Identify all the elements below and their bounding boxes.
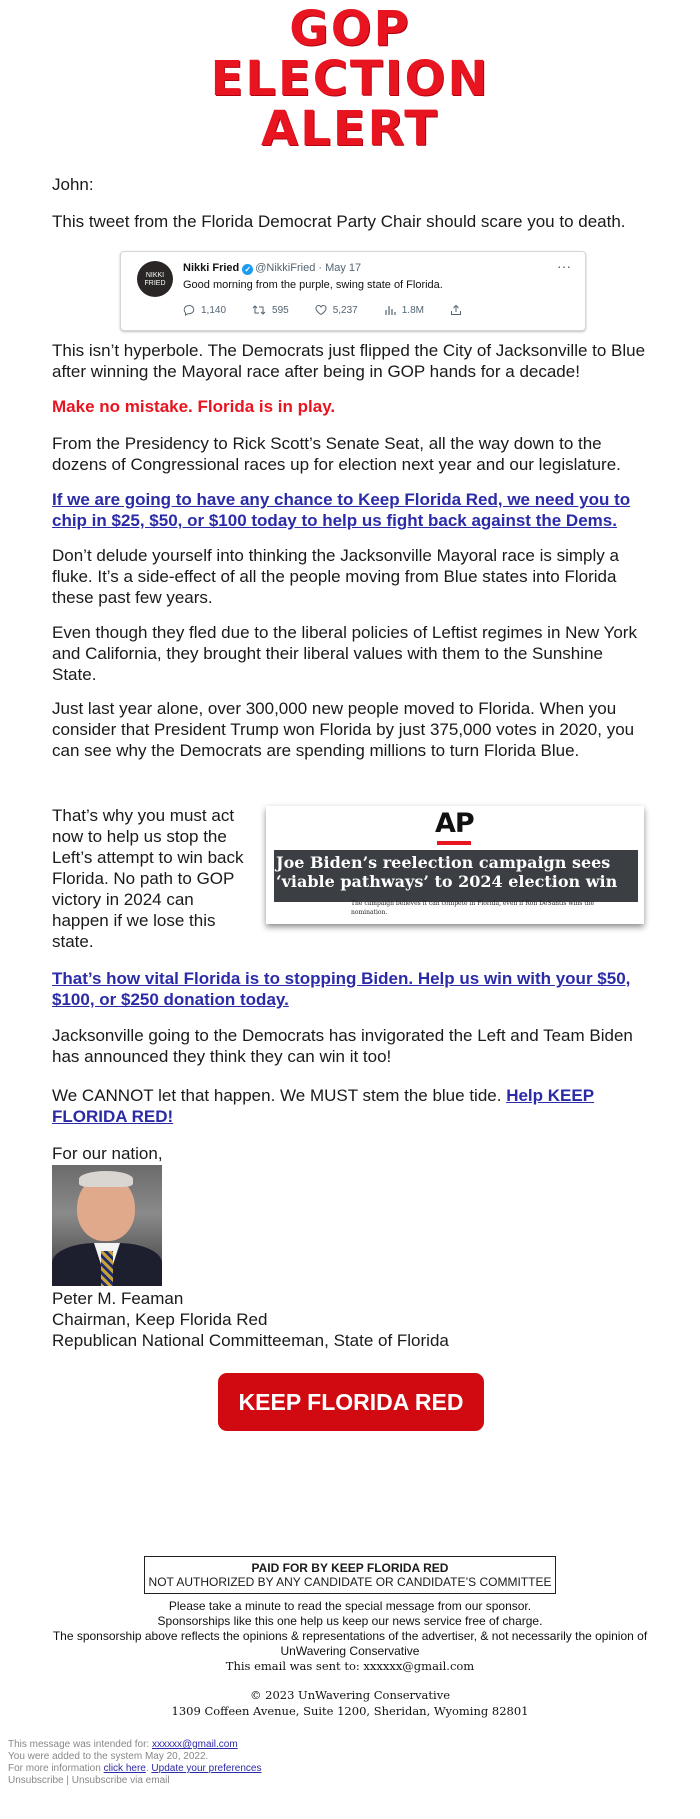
donate-link-2[interactable]: That’s how vital Florida is to stopping Biden. Help us win with your $50, $100, or $250 donation today. bbox=[52, 969, 631, 1009]
retweet-stat[interactable] bbox=[252, 304, 289, 316]
tweet-author bbox=[183, 262, 361, 275]
share-icon bbox=[450, 304, 462, 316]
paragraph-act-now: That’s why you must act now to help us stop the Left’s attempt to win back Florida. No path to GOP victory in 2024 can happen if we lose this state. bbox=[52, 806, 244, 951]
paragraph-fluke: Don’t delude yourself into thinking the Jacksonville Mayoral race is simply a fluke. It’s a side-effect of all the people moving from Blue states into Florida these past few years. bbox=[52, 546, 619, 607]
reply-stat[interactable] bbox=[183, 304, 226, 316]
paragraph-invigorated: Jacksonville going to the Democrats has invigorated the Left and Team Biden has announced they think they can win it too! bbox=[52, 1026, 633, 1066]
views-count: 1.8M bbox=[401, 304, 424, 316]
tweet-author-name: Nikki Fried bbox=[183, 262, 240, 274]
like-stat[interactable] bbox=[315, 304, 358, 316]
added-date: You were added to the system May 20, 2022. bbox=[8, 1751, 209, 1762]
paragraph-cannot bbox=[52, 1085, 652, 1127]
like-count: 5,237 bbox=[332, 304, 358, 316]
tweet-handle: @NikkiFried · May 17 bbox=[255, 262, 362, 274]
signature-name: Peter M. Feaman bbox=[52, 1289, 184, 1308]
retweet-count: 595 bbox=[272, 304, 289, 316]
ap-logo: AP bbox=[435, 808, 474, 839]
paragraph-trump: Just last year alone, over 300,000 new people moved to Florida. When you consider that President Trump won Florida by just 375,000 votes in 2020, you can see why the Democrats are spending millions to turn Florida Blue. bbox=[52, 699, 635, 760]
header-line-1: GOP bbox=[289, 1, 411, 57]
signer-photo bbox=[52, 1165, 162, 1286]
more-info: For more information click here. Update your preferences bbox=[8, 1763, 262, 1774]
company-address: 1309 Coffeen Avenue, Suite 1200, Sheridan, Wyoming 82801 bbox=[171, 1704, 529, 1718]
verified-icon: ✓ bbox=[242, 264, 253, 275]
tweet-stats bbox=[183, 304, 494, 316]
click-here-link[interactable]: click here bbox=[103, 1763, 146, 1774]
intended-for: This message was intended for: xxxxxx@gmail.com bbox=[8, 1739, 238, 1750]
update-preferences-link[interactable]: Update your preferences bbox=[151, 1763, 262, 1774]
donate-link-1[interactable]: If we are going to have any chance to Keep Florida Red, we need you to chip in $25, $50, or $100 today to help us fight back against the Dems. bbox=[52, 490, 631, 530]
email-footer bbox=[8, 1739, 261, 1787]
intended-email-link[interactable]: xxxxxx@gmail.com bbox=[151, 1739, 238, 1750]
paid-for-disclaimer bbox=[144, 1556, 556, 1594]
unsubscribe-link[interactable]: Unsubscribe bbox=[8, 1775, 64, 1786]
warning-text: Make no mistake. Florida is in play. bbox=[52, 397, 336, 416]
sponsor-line-1: Please take a minute to read the special message from our sponsor. bbox=[168, 1599, 532, 1613]
signature-title-2: Republican National Committeeman, State of Florida bbox=[52, 1331, 449, 1350]
ap-logo-underline bbox=[437, 841, 471, 845]
signoff: For our nation, bbox=[52, 1144, 163, 1163]
copyright: © 2023 UnWavering Conservative bbox=[249, 1688, 451, 1702]
ap-subtext: The campaign believes it can compete in Florida, even if Ron DeSantis wins the nomination. bbox=[351, 900, 595, 916]
header-line-2: ELECTION bbox=[210, 51, 490, 107]
reply-count: 1,140 bbox=[201, 304, 227, 316]
heart-icon bbox=[315, 304, 327, 316]
paragraph-jacksonville: This isn’t hyperbole. The Democrats just flipped the City of Jacksonville to Blue after winning the Mayoral race after being in GOP hands for a decade! bbox=[52, 341, 646, 381]
cannot-text: We CANNOT let that happen. We MUST stem the blue tide. bbox=[52, 1086, 502, 1105]
greeting: John: bbox=[52, 175, 94, 194]
sponsor-line-3: The sponsorship above reflects the opinions & representations of the advertiser, & not necessarily the opinion of UnWavering Conservative bbox=[52, 1629, 648, 1658]
views-icon bbox=[384, 304, 396, 316]
sponsor-line-2: Sponsorships like this one help us keep our news service free of charge. bbox=[157, 1614, 543, 1628]
intro-paragraph: This tweet from the Florida Democrat Party Chair should scare you to death. bbox=[52, 212, 626, 231]
ap-headline: Joe Biden’s reelection campaign sees ‘viable pathways’ to 2024 election win bbox=[276, 853, 618, 891]
tweet-text: Good morning from the purple, swing state of Florida. bbox=[183, 279, 443, 291]
keep-florida-red-button[interactable]: KEEP FLORIDA RED bbox=[218, 1373, 484, 1431]
paid-for-line-1: PAID FOR BY KEEP FLORIDA RED bbox=[251, 1561, 449, 1575]
email-header bbox=[0, 1, 700, 157]
avatar: NIKKI FRIED bbox=[137, 261, 173, 297]
unsubscribe-row: Unsubscribe | Unsubscribe via email bbox=[8, 1775, 170, 1786]
paid-for-line-2: NOT AUTHORIZED BY ANY CANDIDATE OR CANDIDATE’S COMMITTEE bbox=[148, 1575, 552, 1589]
signature-title-1: Chairman, Keep Florida Red bbox=[52, 1310, 268, 1329]
paragraph-fled: Even though they fled due to the liberal policies of Leftist regimes in New York and California, they brought their liberal values with them to the Sunshine State. bbox=[52, 623, 637, 684]
paragraph-presidency: From the Presidency to Rick Scott’s Senate Seat, all the way down to the dozens of Congressional races up for election next year and our legislature. bbox=[52, 434, 621, 474]
tweet-embed[interactable] bbox=[120, 251, 586, 331]
ap-news-card[interactable] bbox=[266, 806, 644, 924]
unsubscribe-email-link[interactable]: Unsubscribe via email bbox=[71, 1775, 170, 1786]
retweet-icon bbox=[252, 304, 266, 316]
more-options-icon[interactable]: ··· bbox=[557, 258, 571, 274]
reply-icon bbox=[183, 304, 195, 316]
views-stat[interactable] bbox=[384, 304, 424, 316]
sent-to: This email was sent to: xxxxxx@gmail.com bbox=[225, 1659, 475, 1673]
header-line-3: ALERT bbox=[260, 101, 440, 157]
keep-florida-red-link[interactable]: Help KEEP FLORIDA RED! bbox=[52, 1086, 595, 1126]
share-stat[interactable] bbox=[450, 304, 468, 316]
